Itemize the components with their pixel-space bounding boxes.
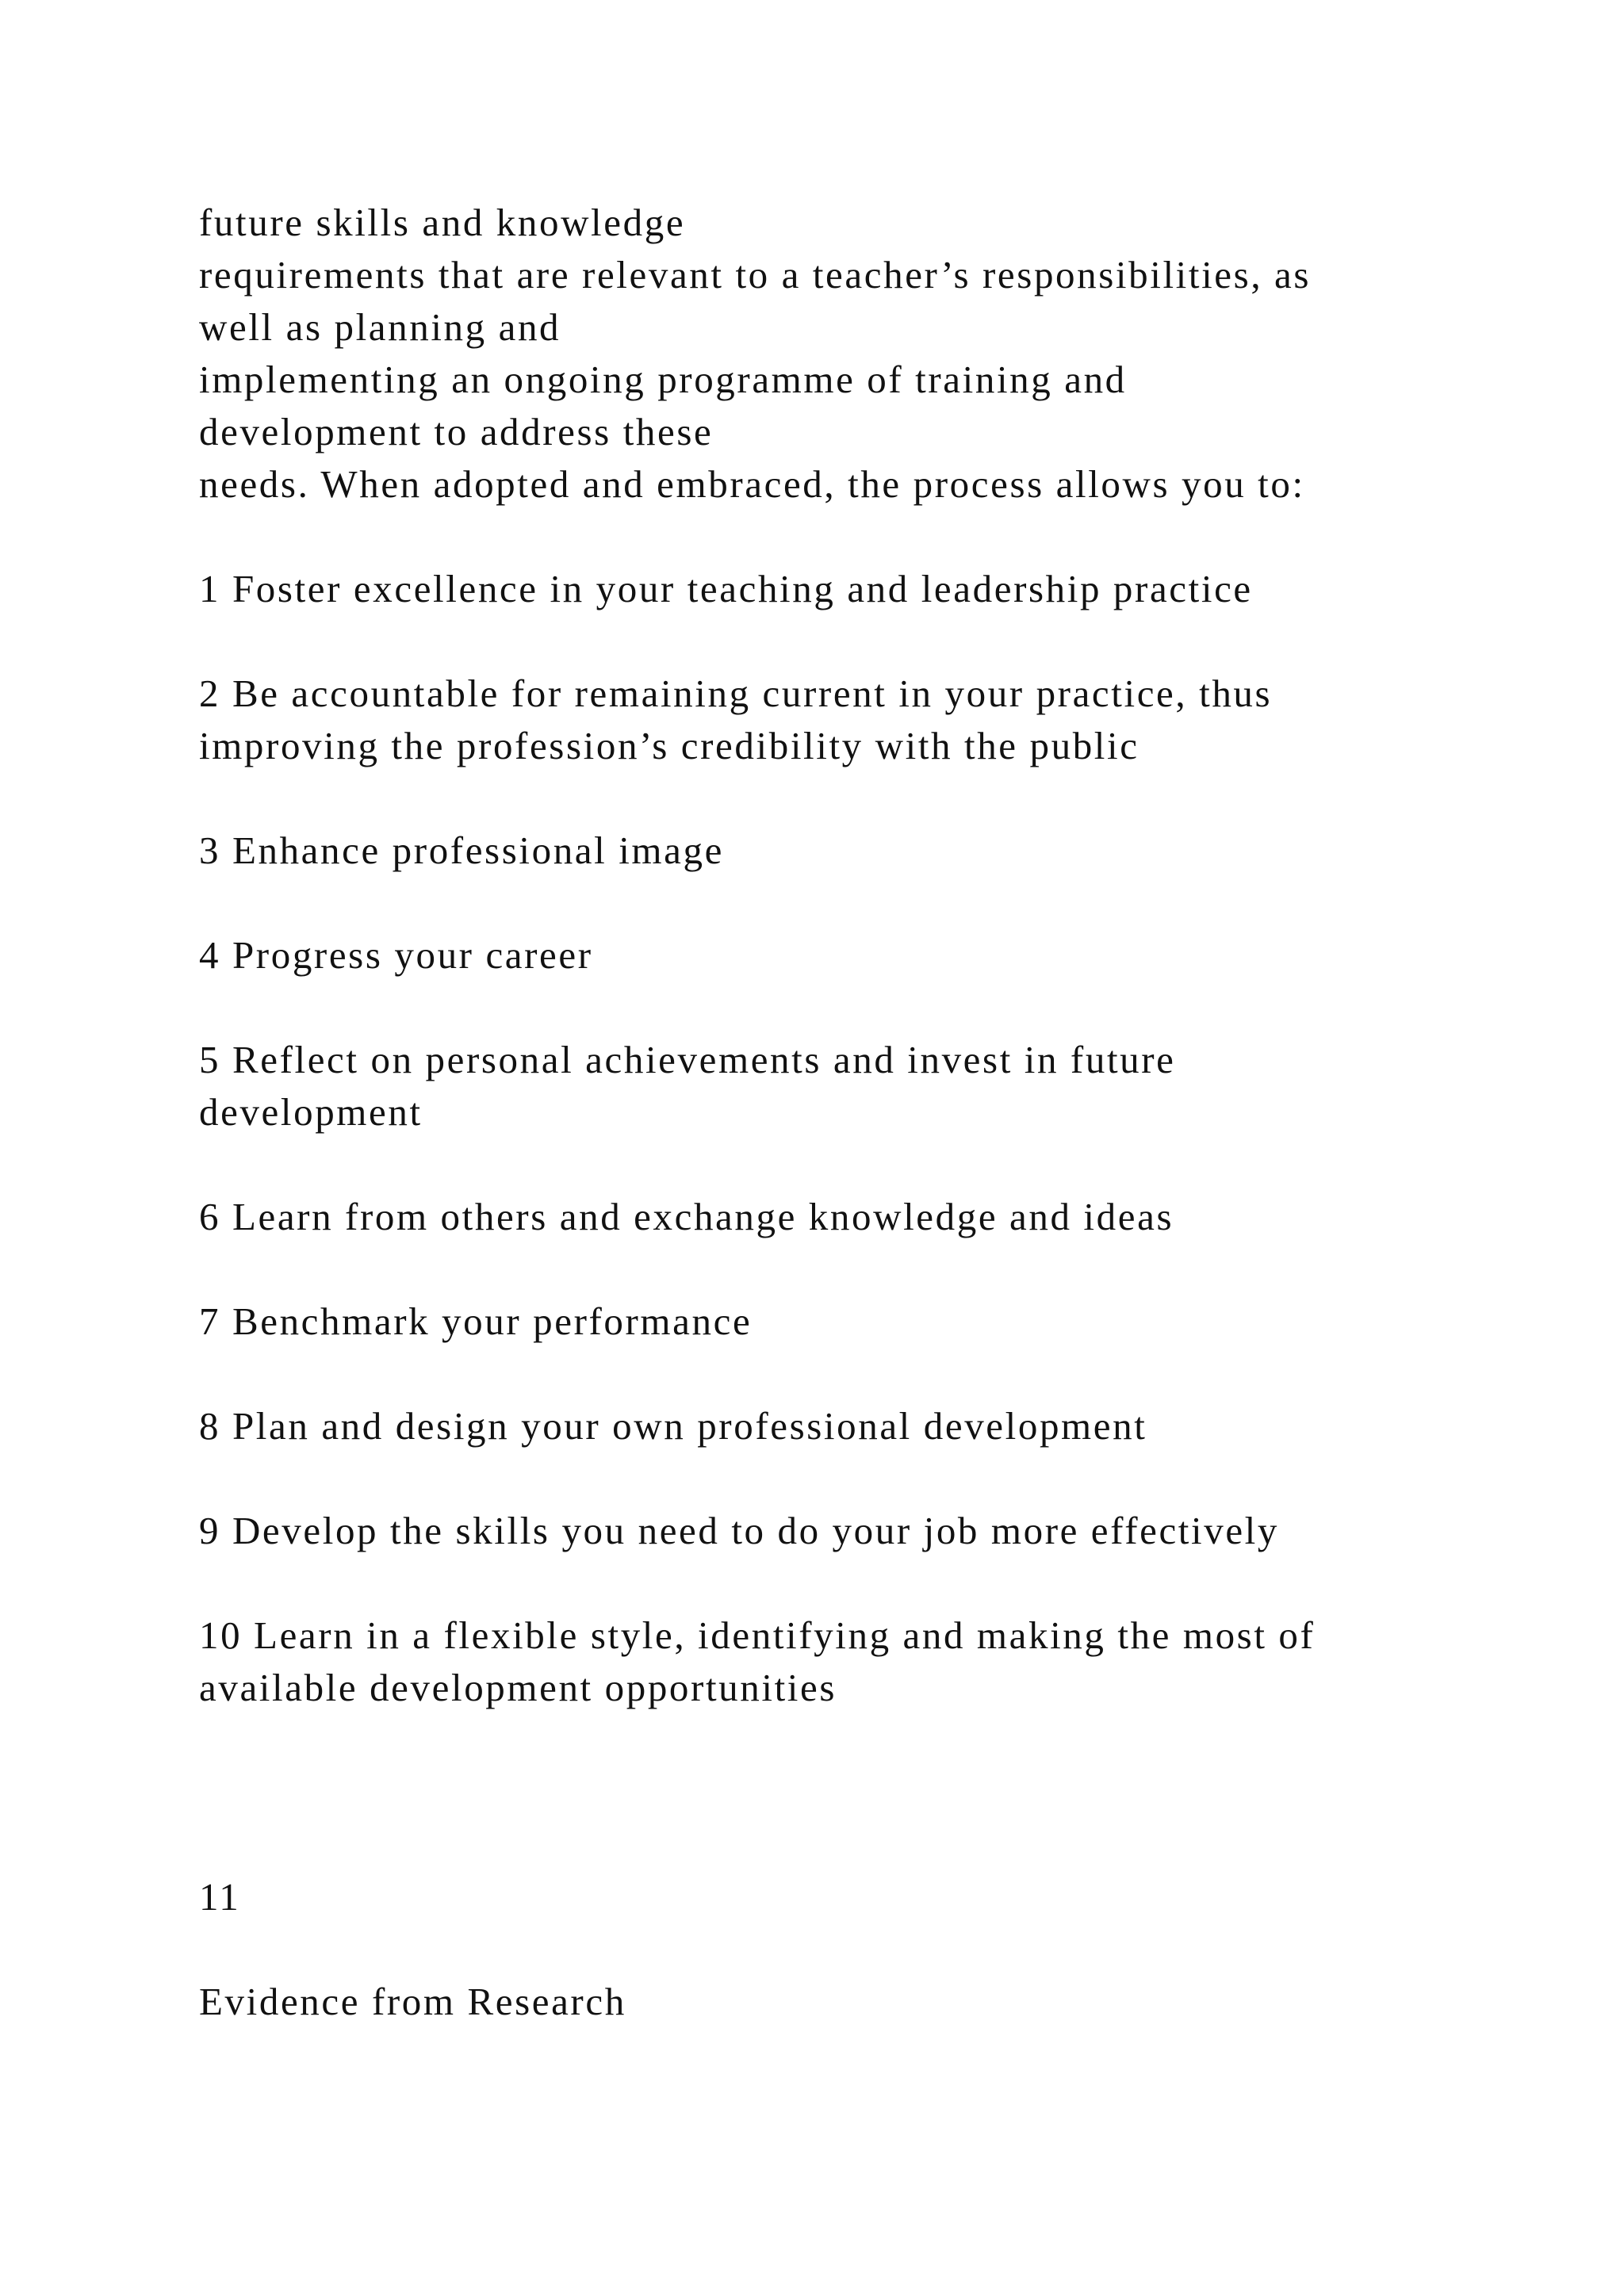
- intro-line: requirements that are relevant to a teacher’s responsibilities, as: [199, 253, 1312, 297]
- intro-line: needs. When adopted and embraced, the process allows you to:: [199, 462, 1305, 506]
- list-item-8: 8 Plan and design your own professional development: [199, 1404, 1147, 1448]
- list-item-1: 1 Foster excellence in your teaching and leadership practice: [199, 567, 1253, 610]
- intro-line: development to address these: [199, 410, 714, 453]
- intro-line: implementing an ongoing programme of training and: [199, 358, 1127, 401]
- list-item-7: 7 Benchmark your performance: [199, 1299, 753, 1343]
- list-item-5-continuation: development: [199, 1090, 423, 1134]
- list-item-6: 6 Learn from others and exchange knowledge and ideas: [199, 1195, 1174, 1238]
- list-item-2-continuation: improving the profession’s credibility with the public: [199, 724, 1139, 767]
- list-item-5: 5 Reflect on personal achievements and invest in future: [199, 1038, 1176, 1081]
- list-item-9: 9 Develop the skills you need to do your job more effectively: [199, 1509, 1279, 1552]
- intro-line: future skills and knowledge: [199, 201, 686, 244]
- intro-line: well as planning and: [199, 305, 561, 349]
- list-item-3: 3 Enhance professional image: [199, 828, 724, 872]
- slide-number: 11: [199, 1875, 241, 1919]
- list-item-4: 4 Progress your career: [199, 933, 593, 977]
- section-heading: Evidence from Research: [199, 1980, 626, 2023]
- list-item-10: 10 Learn in a flexible style, identifying and making the most of: [199, 1613, 1316, 1657]
- list-item-10-continuation: available development opportunities: [199, 1666, 837, 1709]
- list-item-2: 2 Be accountable for remaining current in your practice, thus: [199, 672, 1273, 715]
